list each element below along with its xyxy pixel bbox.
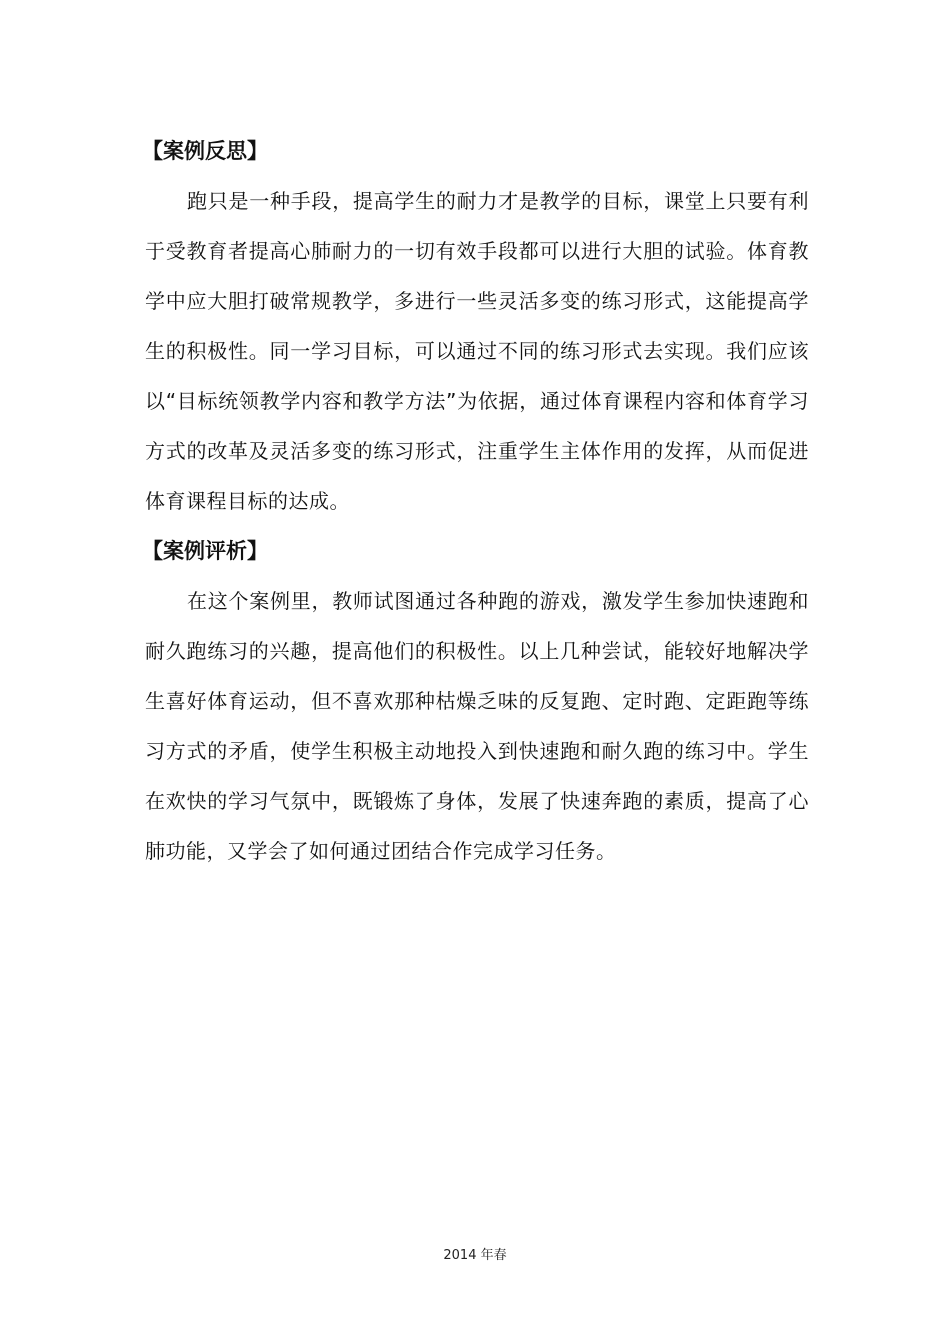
section-heading-analysis: 【案例评析】 [142,539,268,563]
document-body [142,126,809,876]
section-paragraph-analysis: 在这个案例里，教师试图通过各种跑的游戏，激发学生参加快速跑和耐久跑练习的兴趣，提高他们的积极性。以上几种尝试，能较好地解决学生喜好体育运动，但不喜欢那种枯燥乏味的反复跑、定时跑、定距跑等练习方式的矛盾，使学生积极主动地投入到快速跑和耐久跑的练习中。学生在欢快的学习气氛中，既锻炼了身体，发展了快速奔跑的素质，提高了心肺功能，又学会了如何通过团结合作完成学习任务。 [145,589,809,863]
section-paragraph-reflection: 跑只是一种手段，提高学生的耐力才是教学的目标，课堂上只要有利于受教育者提高心肺耐力的一切有效手段都可以进行大胆的试验。体育教学中应大胆打破常规教学，多进行一些灵活多变的练习形式，这能提高学生的积极性。同一学习目标，可以通过不同的练习形式去实现。我们应该以“目标统领教学内容和教学方法”为依据，通过体育课程内容和体育学习方式的改革及灵活多变的练习形式，注重学生主体作用的发挥，从而促进体育课程目标的达成。 [145,189,809,513]
section-heading-reflection: 【案例反思】 [142,139,268,163]
page-footer: 2014 年春 [443,1248,507,1263]
